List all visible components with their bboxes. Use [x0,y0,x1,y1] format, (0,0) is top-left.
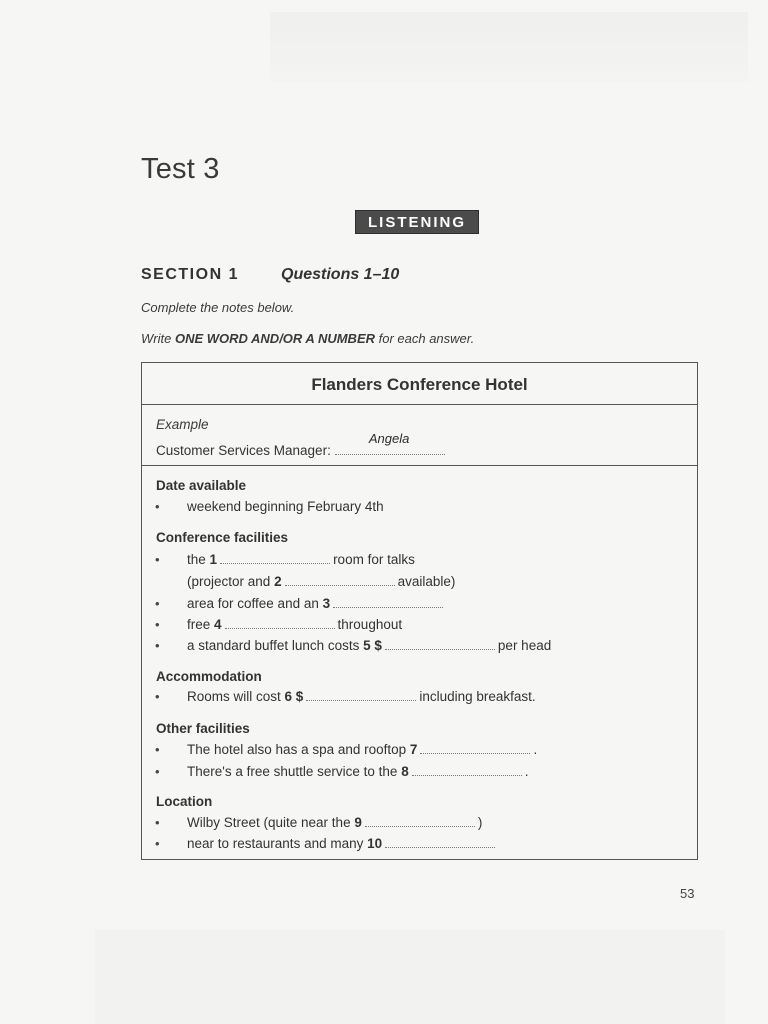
example-text: Customer Services Manager: [156,443,331,458]
bullet-icon: • [155,815,160,830]
example-block [142,405,697,466]
page-number: 53 [680,886,695,901]
q2-pre: (projector and [187,574,271,589]
q6-pre: Rooms will cost [187,689,281,704]
instruction-complete-notes: Complete the notes below. [141,300,295,315]
questions-heading: Questions 1–10 [281,266,400,283]
accommodation-heading: Accommodation [156,669,262,684]
answer-blank-6[interactable] [306,689,416,701]
bullet-icon: • [155,836,160,851]
q4-post: throughout [337,617,403,632]
q1-number: 1 [209,552,218,567]
q5-pre: a standard buffet lunch costs [187,638,360,653]
q7-pre: The hotel also has a spa and rooftop [187,742,407,757]
q4-number: 4 [214,617,222,632]
answer-blank-8[interactable] [412,764,522,776]
question-7-line [187,742,537,757]
q1-pre: the [187,552,206,567]
example-answer-blank [335,431,445,455]
question-10-line [187,836,498,851]
q7-number: 7 [409,742,418,757]
question-9-line [187,815,482,830]
other-facilities-heading: Other facilities [156,721,250,736]
q5-number: 5 $ [363,638,382,653]
answer-blank-1[interactable] [220,552,330,564]
location-heading: Location [156,794,213,809]
q6-number: 6 $ [284,689,304,704]
q10-pre: near to restaurants and many [187,836,364,851]
example-line [156,431,445,458]
q9-pre: Wilby Street (quite near the [187,815,351,830]
example-answer: Angela [368,431,410,446]
bullet-icon: • [155,617,160,632]
question-2-line [187,574,455,589]
notes-box [141,362,698,860]
bullet-icon: • [155,689,160,704]
q2-number: 2 [274,574,282,589]
question-8-line [187,764,528,779]
question-6-line [187,689,536,704]
q6-post: including breakfast. [419,689,536,704]
answer-blank-2[interactable] [285,574,395,586]
q8-post: . [524,764,529,779]
answer-blank-9[interactable] [365,815,475,827]
question-1-line [187,552,415,567]
answer-blank-7[interactable] [420,742,530,754]
bullet-icon: • [155,742,160,757]
q4-pre: free [187,617,211,632]
instruction-word-limit-pre: Write [141,331,175,346]
listening-badge: LISTENING [355,210,479,234]
question-4-line [187,617,402,632]
bullet-icon: • [155,499,160,514]
q3-pre: area for coffee and an [187,596,319,611]
q8-number: 8 [401,764,409,779]
q7-post: . [533,742,538,757]
question-5-line [187,638,551,653]
test-title: Test 3 [141,153,220,185]
answer-blank-3[interactable] [333,596,443,608]
q2-post: available) [397,574,456,589]
section-heading: SECTION 1 [141,266,239,283]
bullet-icon: • [155,638,160,653]
q3-number: 3 [322,596,331,611]
q9-number: 9 [354,815,362,830]
date-heading: Date available [156,478,247,493]
instruction-word-limit-post: for each answer. [375,331,475,346]
scan-artifact-bottom [95,930,725,1024]
answer-blank-5[interactable] [385,638,495,650]
conference-heading: Conference facilities [156,530,289,545]
answer-blank-4[interactable] [225,617,335,629]
scan-artifact-top [270,12,748,82]
q5-post: per head [497,638,552,653]
instruction-word-limit [141,331,474,346]
example-label: Example [156,417,209,432]
q9-post: ) [477,815,483,830]
bullet-icon: • [155,764,160,779]
q1-post: room for talks [333,552,415,567]
bullet-icon: • [155,552,160,567]
answer-blank-10[interactable] [385,836,495,848]
q10-number: 10 [367,836,383,851]
date-line: weekend beginning February 4th [187,499,384,514]
instruction-word-limit-bold: ONE WORD AND/OR A NUMBER [174,331,375,346]
q8-pre: There's a free shuttle service to the [187,764,398,779]
notes-title: Flanders Conference Hotel [142,363,697,405]
question-3-line [187,596,446,611]
bullet-icon: • [155,596,160,611]
